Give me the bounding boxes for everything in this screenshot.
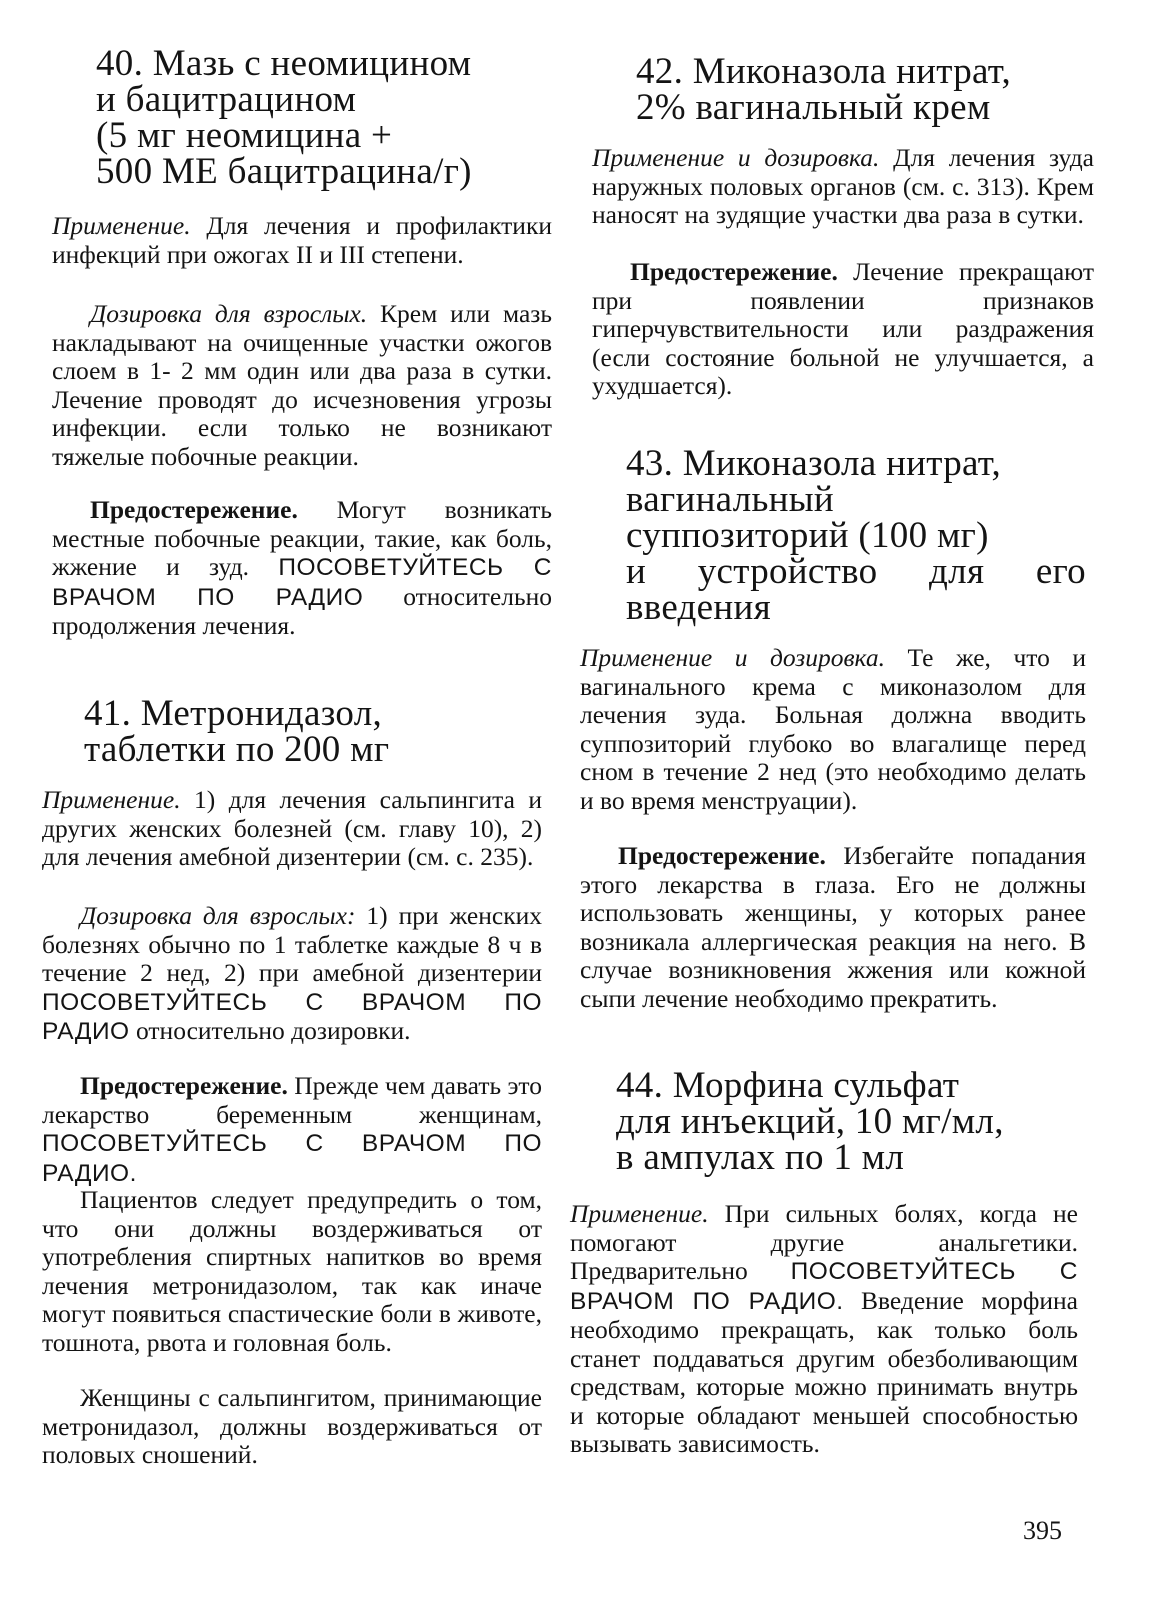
- heading-line: для инъекций, 10 мг/мл,: [616, 1101, 1004, 1142]
- section-44-heading: [616, 1065, 1004, 1178]
- heading-line: и бацитрацином: [96, 79, 357, 120]
- paragraph-text: 1) для лечения сальпингита и других женских болезней (см. главу 10), 2) для лечения амебной дизентерии (см. с. 235).: [42, 785, 542, 871]
- heading-line: 41. Метронидазол,: [84, 693, 383, 734]
- paragraph-text: Лечение прекращают при появлении признаков гиперчувствительности или раздражения (если состояние больной не улучшается, а ухудшается).: [592, 257, 1094, 400]
- paragraph-text: Крем или мазь накладывают на очищенные участки ожогов слоем в 1- 2 мм один или два раза в сутки. Лечение проводят до исчезновения угрозы инфекции. если только не возникают тяжелые побочные реакции.: [52, 299, 552, 471]
- heading-line: 43. Миконазола нитрат,: [626, 443, 1001, 484]
- lead-label: Применение и дозировка.: [592, 143, 880, 172]
- section-41-warning: [42, 1072, 542, 1188]
- radio-consult-notice: ПОСОВЕТУЙТЕСЬ С ВРАЧОМ ПО РАДИО.: [570, 1258, 1078, 1315]
- section-43-heading: [626, 443, 1086, 628]
- lead-label: Дозировка для взрослых:: [80, 901, 356, 930]
- section-41-dosage: [42, 902, 542, 1047]
- heading-line: и устройство для его: [626, 551, 1086, 592]
- heading-line: (5 мг неомицина +: [96, 115, 393, 156]
- section-40-application: [52, 212, 552, 269]
- section-44-application: [570, 1200, 1078, 1459]
- section-41-heading: [84, 693, 390, 770]
- heading-line: 40. Мазь с неомицином: [96, 43, 472, 84]
- warning-label: Предостережение.: [618, 841, 826, 870]
- section-40-warning: [52, 496, 552, 641]
- heading-line: введения: [626, 587, 771, 628]
- heading-line: в ампулах по 1 мл: [616, 1137, 905, 1178]
- lead-label: Применение и дозировка.: [580, 643, 885, 672]
- paragraph-text: Введение морфина необходимо прекращать, как только боль станет поддаваться другим обезболивающим средствам, которые можно принимать внутрь и которые обладают меньшей способностью вызывать зависимость.: [570, 1285, 1078, 1458]
- lead-label: Применение.: [42, 785, 181, 814]
- section-42-warning: [592, 258, 1094, 401]
- heading-line: таблетки по 200 мг: [84, 729, 390, 770]
- warning-label: Предостережение.: [80, 1071, 288, 1100]
- warning-label: Предостережение.: [630, 257, 838, 286]
- lead-label: Применение.: [570, 1199, 709, 1228]
- paragraph-text: Избегайте попадания этого лекарства в глаза. Его не должны использовать женщины, у которых ранее возникала аллергическая реакция на него. В случае возникновения жжения или кожной сыпи лечение необходимо прекратить.: [580, 841, 1086, 1013]
- radio-consult-notice: ПОСОВЕТУЙТЕСЬ С ВРАЧОМ ПО РАДИО: [42, 988, 542, 1045]
- page-number: 395: [1023, 1516, 1062, 1545]
- paragraph-text: Прежде чем давать это лекарство беременным женщинам,: [42, 1071, 542, 1129]
- radio-consult-notice: ПОСОВЕТУЙТЕСЬ С ВРАЧОМ ПО РАДИО.: [42, 1130, 542, 1187]
- section-42-heading: [636, 51, 1011, 128]
- warning-label: Предостережение.: [90, 495, 298, 524]
- section-43-warning: [580, 842, 1086, 1013]
- heading-line: 500 МЕ бацитрацина/г): [96, 151, 472, 192]
- paragraph-text: 1) при женских болезнях обычно по 1 таблетке каждые 8 ч в течение 2 нед, 2) при амебной дизентерии: [42, 901, 542, 987]
- paragraph-text: относительно продолжения лечения.: [52, 581, 552, 640]
- paragraph-text: Для лечения и профилактики инфекций при ожогах II и III степени.: [52, 211, 552, 269]
- heading-line: 2% вагинальный крем: [636, 87, 991, 128]
- lead-label: Дозировка для взрослых.: [90, 299, 368, 328]
- section-43-application: [580, 644, 1086, 815]
- heading-line: вагинальный: [626, 479, 835, 520]
- heading-line: 42. Миконазола нитрат,: [636, 51, 1011, 92]
- paragraph-text: При сильных болях, когда не помогают другие анальгетики. Предварительно: [570, 1199, 1078, 1285]
- paragraph-text: относительно дозировки.: [129, 1016, 411, 1045]
- section-41-alcohol-note: Пациентов следует предупредить о том, что они должны воздерживаться от употребления спиртных напитков во время лечения метронидазолом, так как иначе могут появиться спастические боли в животе, тошнота, рвота и головная боль.: [42, 1185, 542, 1357]
- heading-line: суппозиторий (100 мг): [626, 515, 989, 556]
- section-41-sexual-note: Женщины с сальпингитом, принимающие метронидазол, должны воздерживаться от половых сношений.: [42, 1383, 542, 1469]
- section-41-application: [42, 786, 542, 872]
- paragraph-text: Те же, что и вагинального крема с миконазолом для лечения зуда. Больная должна вводить суппозиторий глубоко во влагалище перед сном в течение 2 нед (это необходимо делать и во время менструации).: [580, 643, 1086, 815]
- paragraph-text: Для лечения зуда наружных половых органов (см. с. 313). Крем наносят на зудящие участки два раза в сутки.: [592, 143, 1094, 229]
- section-40-heading: [96, 43, 472, 192]
- heading-line: 44. Морфина сульфат: [616, 1065, 960, 1106]
- radio-consult-notice: ПОСОВЕТУЙТЕСЬ С ВРАЧОМ ПО РАДИО: [52, 554, 552, 611]
- section-42-application: [592, 144, 1094, 230]
- paragraph-text: Могут возникать местные побочные реакции, такие, как боль, жжение и зуд.: [52, 495, 552, 581]
- lead-label: Применение.: [52, 211, 191, 240]
- section-40-dosage: [52, 300, 552, 471]
